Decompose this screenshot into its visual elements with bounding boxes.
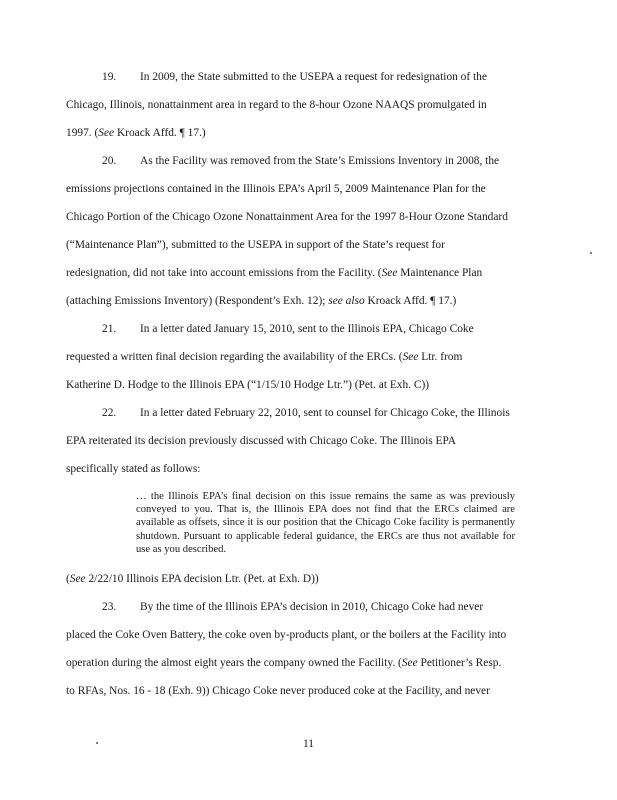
paragraph-20-line-6 xyxy=(66,294,456,308)
italic-run: See xyxy=(381,267,398,279)
paragraph-20-line-4: (“Maintenance Plan”), submitted to the USEPA in support of the State’s request for xyxy=(66,239,445,251)
paragraph-number: 19. xyxy=(102,71,117,83)
paragraph-20-line-5 xyxy=(66,266,482,280)
text-run: ( xyxy=(66,573,70,585)
paragraph-21-line-3: Katherine D. Hodge to the Illinois EPA (“1/15/10 Hodge Ltr.”) (Pet. at Exh. C)) xyxy=(66,379,430,391)
italic-run: See xyxy=(69,573,86,585)
page-number: 11 xyxy=(303,738,314,750)
paragraph-22-line-2: EPA reiterated its decision previously discussed with Chicago Coke. The Illinois EPA xyxy=(66,435,456,447)
block-quote: … the Illinois EPA’s final decision on this issue remains the same as was previously conveyed to you. That is, the Illinois EPA does not find that the ERCs claimed are available as offsets, since it is our position that the Chicago Coke facility is permanently shutdown. Pursuant to applicable federal guidance, the ERCs are thus not available for use as you described. xyxy=(136,491,515,555)
scan-speck xyxy=(590,252,592,254)
text-run: redesignation, did not take into account emissions from the Facility. ( xyxy=(66,267,382,279)
text-run: Maintenance Plan xyxy=(397,267,483,279)
paragraph-20-line-2: emissions projections contained in the Illinois EPA’s April 5, 2009 Maintenance Plan for the xyxy=(66,183,486,195)
italic-run: See xyxy=(402,351,419,363)
paragraph-20-line-3: Chicago Portion of the Chicago Ozone Nonattainment Area for the 1997 8-Hour Ozone Standard xyxy=(66,211,508,223)
text-run: Kroack Affd. ¶ 17.) xyxy=(364,295,457,307)
paragraph-19-line-2: Chicago, Illinois, nonattainment area in regard to the 8-hour Ozone NAAQS promulgated in xyxy=(66,99,487,111)
paragraph-19-line-1: In 2009, the State submitted to the USEPA a request for redesignation of the xyxy=(140,71,487,83)
paragraph-23-line-2: placed the Coke Oven Battery, the coke oven by-products plant, or the boilers at the Facility into xyxy=(66,629,507,641)
paragraph-20-line-1: As the Facility was removed from the State’s Emissions Inventory in 2008, the xyxy=(140,155,500,167)
paragraph-number: 21. xyxy=(102,323,117,335)
paragraph-21-line-2 xyxy=(66,350,462,364)
paragraph-19-line-3 xyxy=(66,126,206,140)
quote-citation xyxy=(66,572,319,586)
text-run: 2/22/10 Illinois EPA decision Ltr. (Pet. at Exh. D)) xyxy=(85,573,319,585)
paragraph-22-line-3: specifically stated as follows: xyxy=(66,463,201,475)
text-run: 1997. ( xyxy=(66,127,99,139)
text-run: requested a written final decision regarding the availability of the ERCs. ( xyxy=(66,351,403,363)
italic-run: See xyxy=(401,657,418,669)
paragraph-22-line-1: In a letter dated February 22, 2010, sent to counsel for Chicago Coke, the Illinois xyxy=(140,407,510,419)
text-run: Petitioner’s Resp. xyxy=(417,657,502,669)
text-run: Kroack Affd. ¶ 17.) xyxy=(114,127,206,139)
paragraph-23-line-4: to RFAs, Nos. 16 - 18 (Exh. 9)) Chicago Coke never produced coke at the Facility, and never xyxy=(66,685,490,697)
text-run: Ltr. from xyxy=(418,351,463,363)
paragraph-number: 22. xyxy=(102,407,117,419)
paragraph-number: 20. xyxy=(102,155,117,167)
text-run: operation during the almost eight years the company owned the Facility. ( xyxy=(66,657,402,669)
paragraph-23-line-3 xyxy=(66,656,501,670)
paragraph-number: 23. xyxy=(102,601,117,613)
italic-run: See xyxy=(98,127,115,139)
italic-run: see also xyxy=(328,295,365,307)
text-run: (attaching Emissions Inventory) (Respondent’s Exh. 12); xyxy=(66,295,329,307)
scan-speck xyxy=(96,742,98,744)
paragraph-21-line-1: In a letter dated January 15, 2010, sent to the Illinois EPA, Chicago Coke xyxy=(140,323,474,335)
paragraph-23-line-1: By the time of the Illinois EPA’s decision in 2010, Chicago Coke had never xyxy=(140,601,484,613)
